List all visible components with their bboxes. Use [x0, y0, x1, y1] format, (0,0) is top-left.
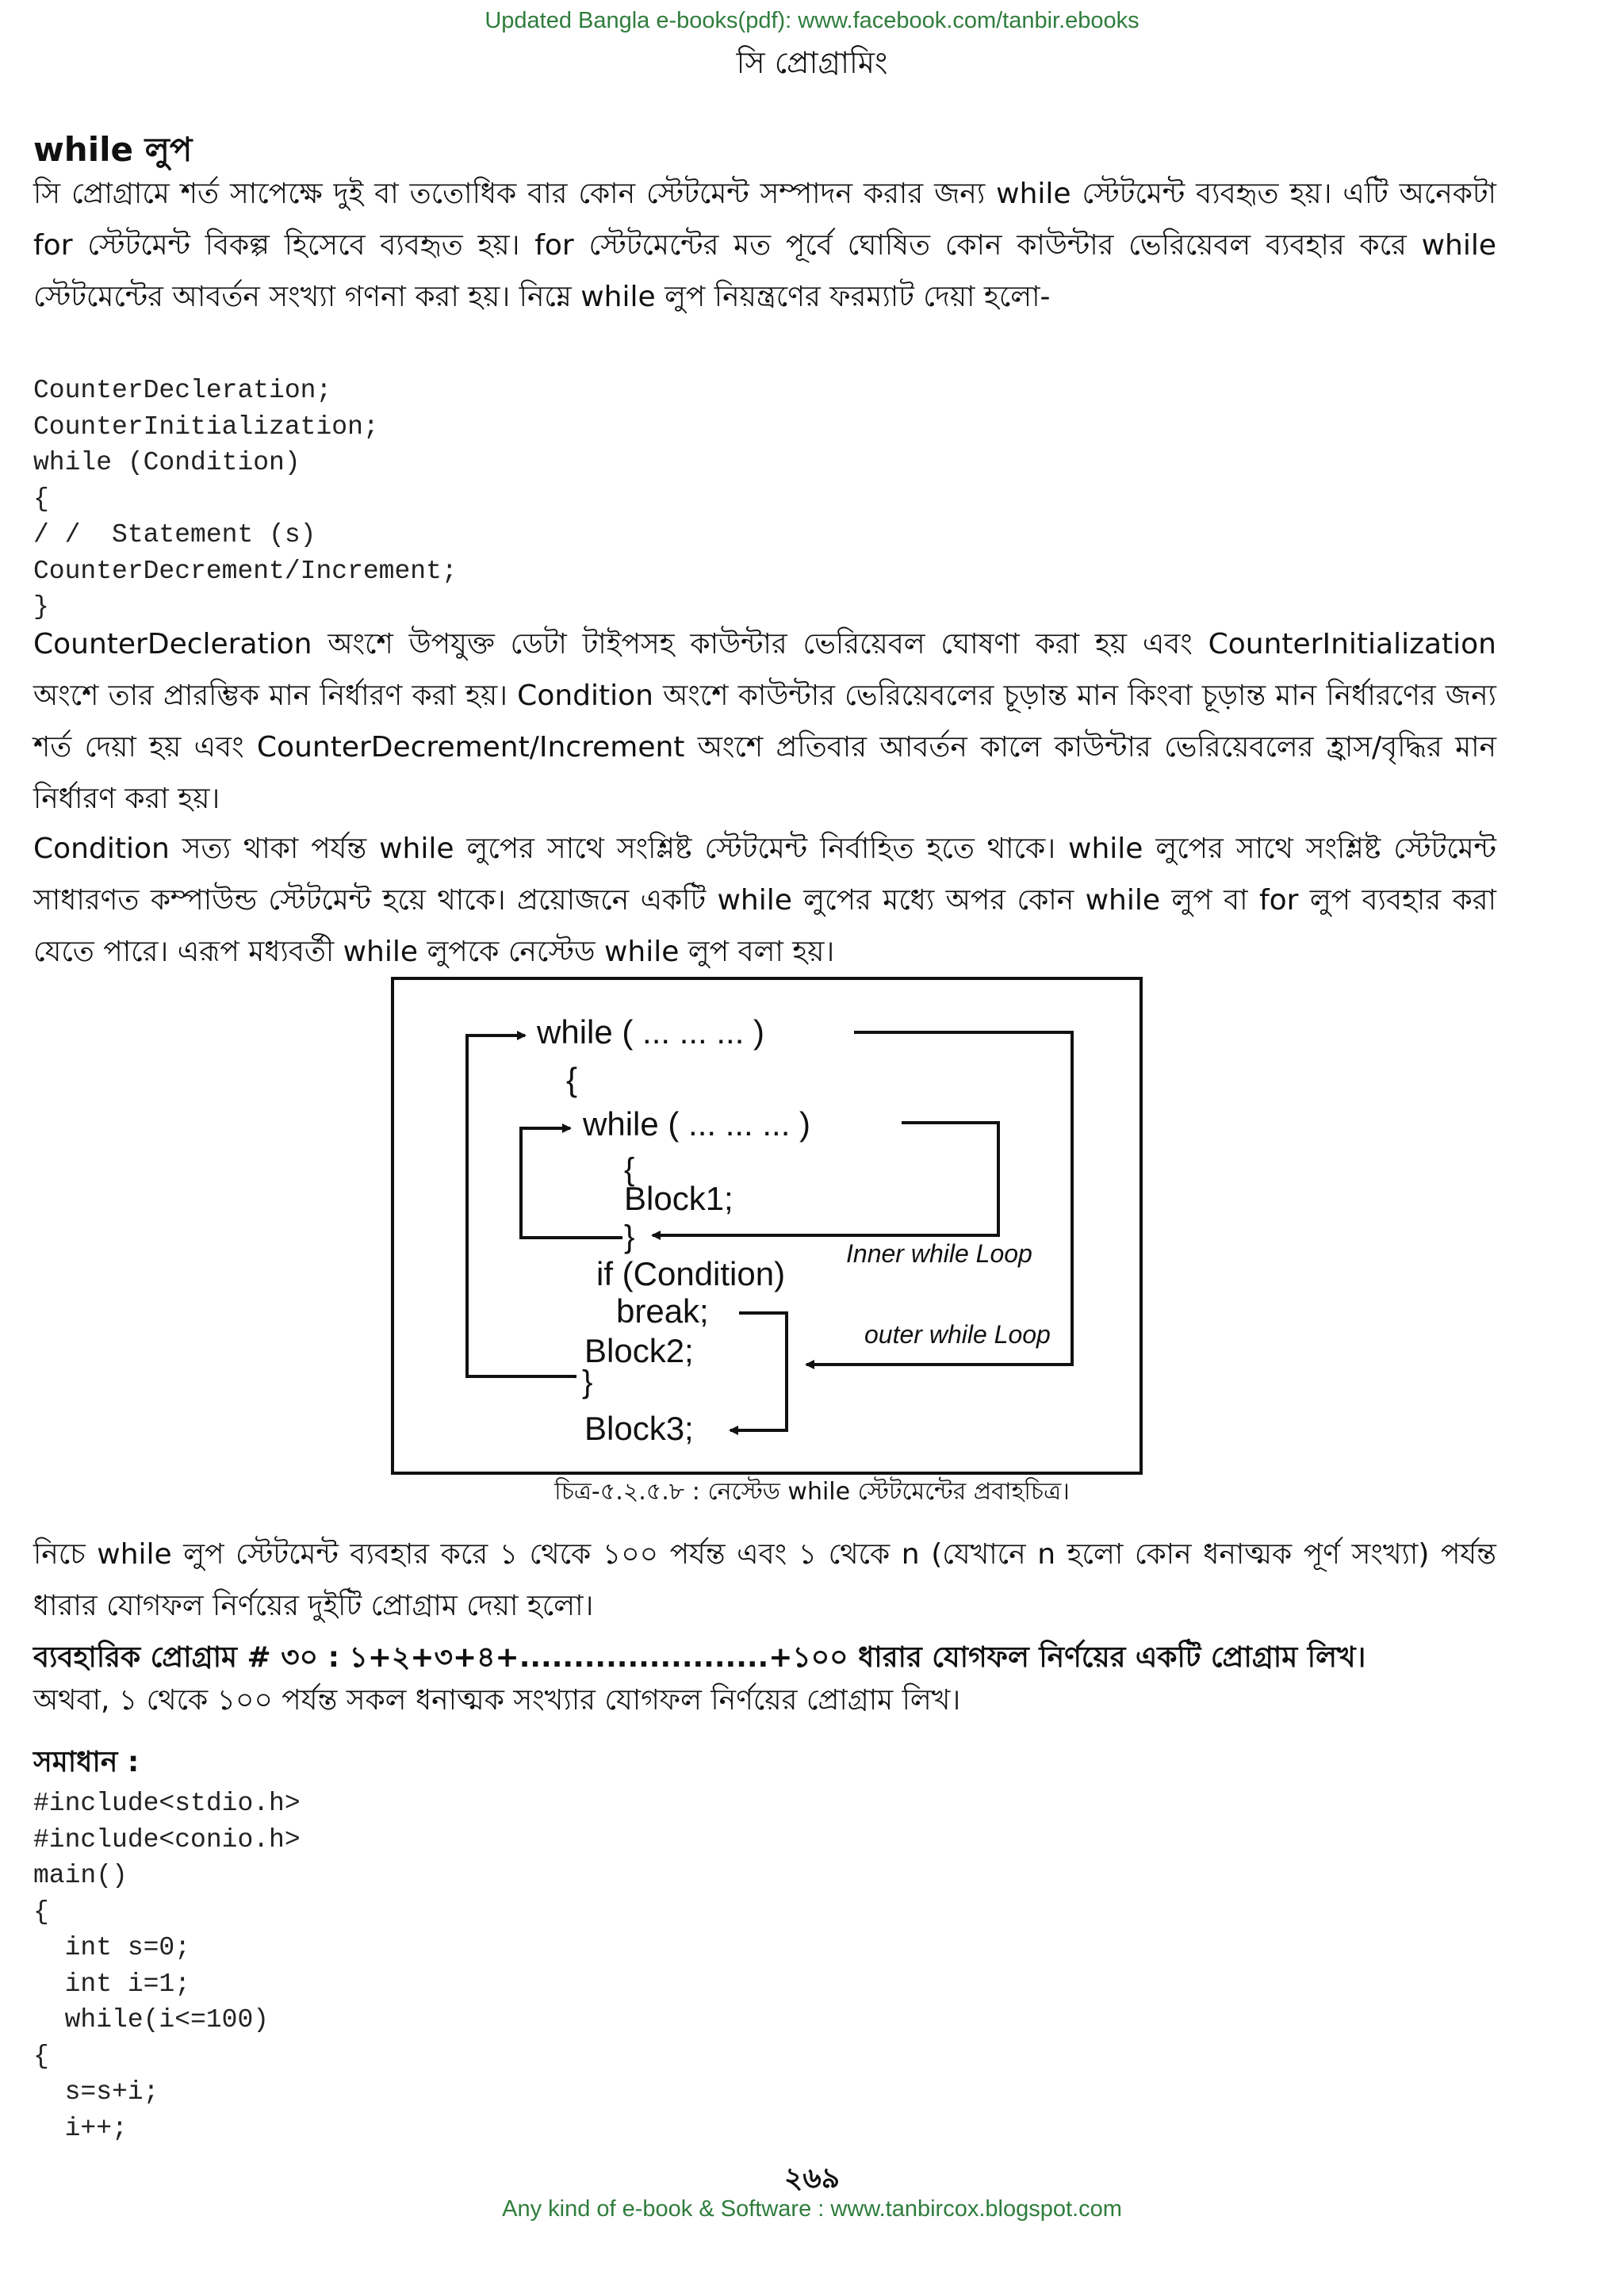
program-title: ব্যবহারিক প্রোগ্রাম # ৩০ : ১+২+৩+৪+.......................+১০০ ধারার যোগফল নির্ণয়ের একটি প্রোগ্রাম লিখ।: [33, 1641, 1366, 1674]
bottom-watermark-link[interactable]: Any kind of e-book & Software : www.tanbircox.blogspot.com: [502, 2196, 1122, 2222]
inner-open-brace: {: [624, 1152, 635, 1187]
solution-code-block: #include<stdio.h> #include<conio.h> main() { int s=0; int i=1; while(i<=100) { s=s+i; i++;: [33, 1789, 301, 2143]
page-number: ২৬৯: [783, 2162, 841, 2195]
top-watermark-link[interactable]: Updated Bangla e-books(pdf): www.facebook.com/tanbir.ebooks: [485, 8, 1139, 33]
solution-label: সমাধান :: [33, 1746, 140, 1778]
section-title: while লুপ: [33, 130, 193, 169]
figure-caption: চিত্র-৫.২.৫.৮ : নেস্টেড while স্টেটমেন্টের প্রবাহচিত্র।: [554, 1478, 1070, 1506]
outer-loop-label: outer while Loop: [864, 1320, 1051, 1349]
outer-open-brace: {: [566, 1061, 578, 1098]
format-code-block: CounterDecleration; CounterInitialization; while (Condition) { / / Statement (s) CounterDecrement/Increment; }: [33, 376, 458, 622]
break-exit-arrow: [730, 1313, 787, 1430]
below-figure-paragraph: নিচে while লুপ স্টেটমেন্ট ব্যবহার করে ১ থেকে ১০০ পর্যন্ত এবং ১ থেকে n (যেখানে n হলো কোন ধনাত্মক পূর্ণ সংখ্যা) পর্যন্ত ধারার যোগফল নির্ণয়ের দুইটি প্রোগ্রাম দেয়া হলো।: [33, 1538, 1496, 1622]
inner-while-text: while ( ... ... ... ): [583, 1105, 811, 1143]
explain-paragraph: CounterDecleration অংশে উপযুক্ত ডেটা টাইপসহ কাউন্টার ভেরিয়েবল ঘোষণা করা হয় এবং CounterInitialization অংশে তার প্রারম্ভিক মান নির্ধারণ করা হয়। Condition অংশে কাউন্টার ভেরিয়েবলের চূড়ান্ত মান কিংবা চূড়ান্ত মান নির্ধারণের জন্য শর্ত দেয়া হয় এবং CounterDecrement/Increment অংশে প্রতিবার আবর্তন কালে কাউন্টার ভেরিয়েবলের হ্রাস/বৃদ্ধির মান নির্ধারণ করা হয়।: [33, 628, 1496, 815]
outer-close-brace: }: [582, 1365, 593, 1399]
nested-while-flowchart: [391, 977, 1143, 1475]
page-header: সি প্রোগ্রামিং: [736, 45, 888, 80]
block3-text: Block3;: [584, 1410, 694, 1447]
inner-close-brace: }: [624, 1219, 635, 1254]
block2-text: Block2;: [584, 1332, 694, 1369]
nested-paragraph: Condition সত্য থাকা পর্যন্ত while লুপের সাথে সংশ্লিষ্ট স্টেটমেন্ট নির্বাহিত হতে থাকে। while লুপের সাথে সংশ্লিষ্ট স্টেটমেন্ট সাধারণত কম্পাউন্ড স্টেটমেন্ট হয়ে থাকে। প্রয়োজনে একটি while লুপের মধ্যে অপর কোন while লুপ বা for লুপ ব্যবহার করা যেতে পারে। এরূপ মধ্যবর্তী while লুপকে নেস্টেড while লুপ বলা হয়।: [33, 833, 1496, 968]
inner-loop-back-arrow: [521, 1128, 622, 1238]
break-text: break;: [616, 1292, 709, 1330]
inner-loop-label: Inner while Loop: [846, 1239, 1032, 1268]
if-condition-text: if (Condition): [596, 1255, 786, 1292]
outer-while-text: while ( ... ... ... ): [537, 1013, 765, 1051]
flowchart-svg: [394, 980, 1146, 1478]
program-alt-title: অথবা, ১ থেকে ১০০ পর্যন্ত সকল ধনাত্মক সংখ্যার যোগফল নির্ণয়ের প্রোগ্রাম লিখ।: [33, 1684, 961, 1717]
intro-paragraph: সি প্রোগ্রামে শর্ত সাপেক্ষে দুই বা ততোধিক বার কোন স্টেটমেন্ট সম্পাদন করার জন্য while স্টেটমেন্ট ব্যবহৃত হয়। এটি অনেকটা for স্টেটমেন্ট বিকল্প হিসেবে ব্যবহৃত হয়। for স্টেটমেন্টের মত পূর্বে ঘোষিত কোন কাউন্টার ভেরিয়েবল ব্যবহার করে while স্টেটমেন্টের আবর্তন সংখ্যা গণনা করা হয়। নিম্নে while লুপ নিয়ন্ত্রণের ফরম্যাট দেয়া হলো-: [33, 178, 1496, 313]
block1-text: Block1;: [624, 1180, 733, 1217]
outer-loop-exit-arrow: [806, 1032, 1072, 1365]
